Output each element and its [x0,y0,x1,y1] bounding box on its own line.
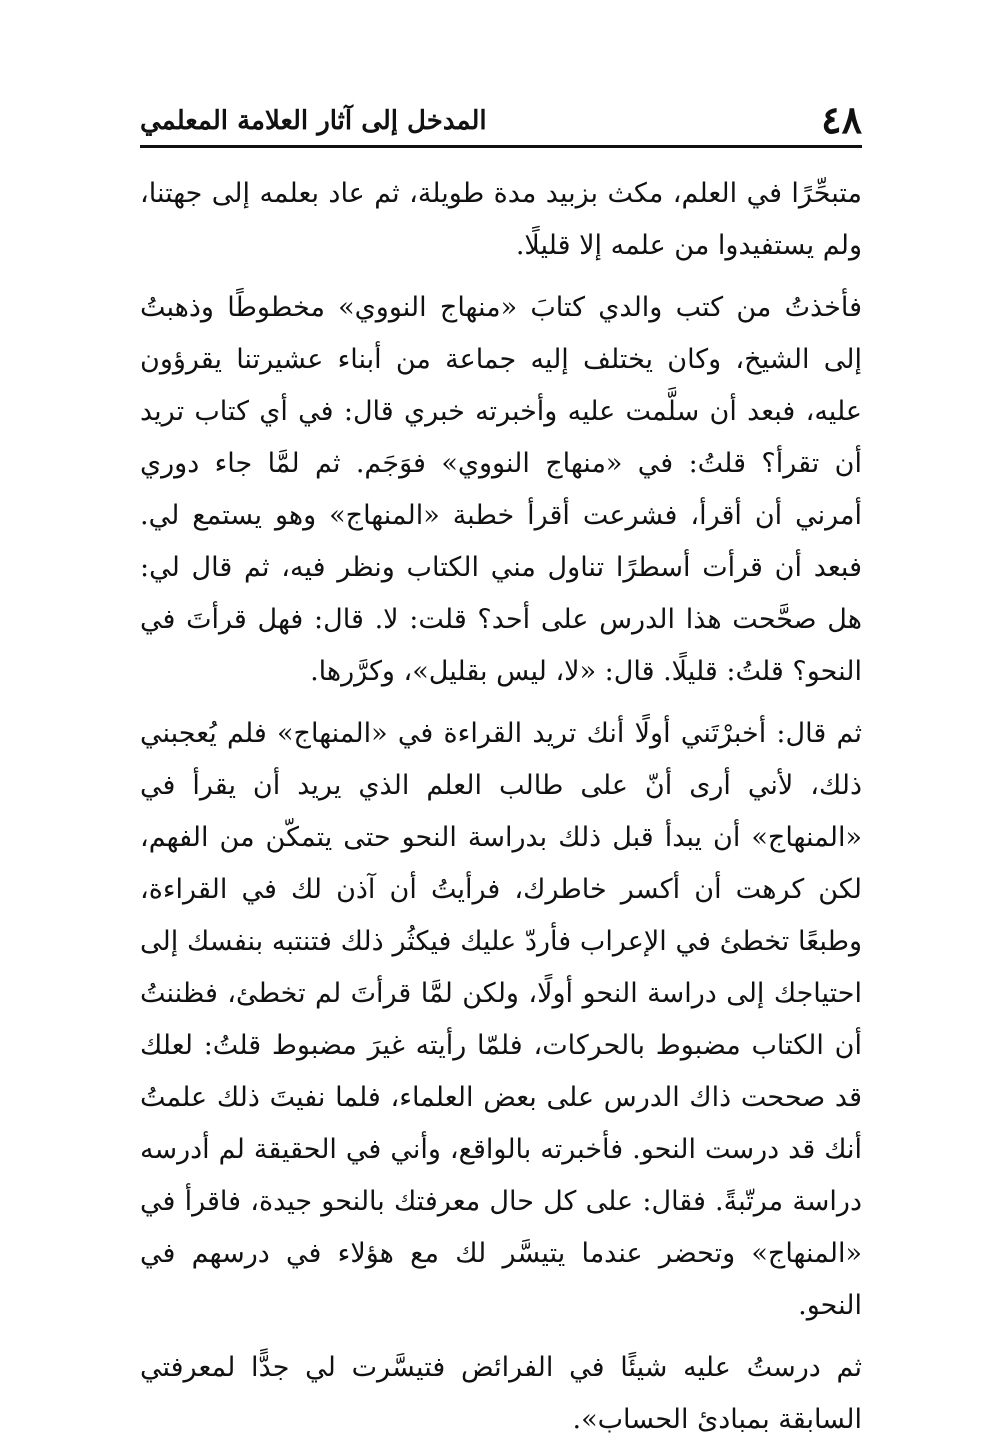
header-rule [140,145,862,148]
paragraph-1: متبحِّرًا في العلم، مكث بزبيد مدة طويلة، ثم عاد بعلمه إلى جهتنا، ولم يستفيدوا من علمه إلا قليلًا. [140,178,862,261]
paragraph-3: ثم قال: أخبرْتَني أولًا أنك تريد القراءة في «المنهاج» فلم يُعجبني ذلك، لأني أرى أنّ على طالب العلم الذي يريد أن يقرأ في «المنهاج» أن يبدأ قبل ذلك بدراسة النحو حتى يتمكّن من الفهم، لكن كرهت أن أكسر خاطرك، فرأيتُ أن آذن لك في القراءة، وطبعًا تخطئ في الإعراب فأردّ عليك فيكثُر ذلك فتنتبه بنفسك إلى احتياجك إلى دراسة النحو أولًا، ولكن لمَّا قرأتَ لم تخطئ، فظننتُ أن الكتاب مضبوط بالحركات، فلمّا رأيته غيرَ مضبوط قلتُ: لعلك قد صححت ذاك الدرس على بعض العلماء، فلما نفيتَ ذلك علمتُ أنك قد درست النحو. فأخبرته بالواقع، وأني في الحقيقة لم أدرسه دراسة مرتّبةً. فقال: على كل حال معرفتك بالنحو جيدة، فاقرأ في «المنهاج» وتحضر عندما يتيسَّر لك مع هؤلاء في درسهم في النحو. [140,718,862,1321]
body-text [140,168,862,1456]
page-header [140,88,862,148]
running-title: المدخل إلى آثار العلامة المعلمي [140,106,487,136]
paragraph-2: فأخذتُ من كتب والدي كتابَ «منهاج النووي» مخطوطًا وذهبتُ إلى الشيخ، وكان يختلف إليه جماعة من أبناء عشيرتنا يقرؤون عليه، فبعد أن سلَّمت عليه وأخبرته خبري قال: في أي كتاب تريد أن تقرأ؟ قلتُ: في «منهاج النووي» فوَجَم. ثم لمَّا جاء دوري أمرني أن أقرأ، فشرعت أقرأ خطبة «المنهاج» وهو يستمع لي. فبعد أن قرأت أسطرًا تناول مني الكتاب ونظر فيه، ثم قال لي: هل صحَّحت هذا الدرس على أحد؟ قلت: لا. قال: فهل قرأتَ في النحو؟ قلتُ: قليلًا. قال: «لا، ليس بقليل»، وكرَّرها. [140,292,862,687]
paragraph-4: ثم درستُ عليه شيئًا في الفرائض فتيسَّرت لي جدًّا لمعرفتي السابقة بمبادئ الحساب». [140,1352,862,1435]
page-number: ٤٨ [821,97,862,142]
